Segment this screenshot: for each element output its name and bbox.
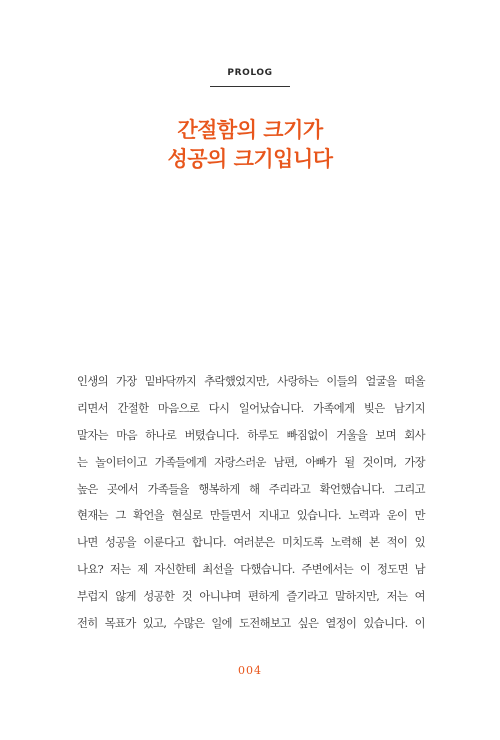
body-line: 인생의 가장 밑바닥까지 추락했었지만, 사랑하는 이들의 얼굴을 떠올 [77,375,425,388]
body-line: 말자는 마음 하나로 버텼습니다. 하루도 빠짐없이 거울을 보며 회사 [77,428,425,442]
chapter-title-line: 성공의 크기입니다 [167,147,333,171]
page-number: 004 [238,664,262,677]
body-line: 나면 성공을 이룬다고 합니다. 여러분은 미치도록 노력해 본 적이 있 [77,536,425,550]
body-line: 부럽지 않게 성공한 것 아니냐며 편하게 즐기라고 말하지만, 저는 여 [77,590,425,604]
section-divider [210,86,290,87]
section-label: PROLOG [227,68,273,78]
body-line: 나요? 저는 제 자신한테 최선을 다했습니다. 주변에서는 이 정도면 남 [77,563,425,577]
chapter-title [0,116,500,174]
body-paragraph [77,374,425,643]
body-line: 는 놀이터이고 가족들에게 자랑스러운 남편, 아빠가 될 것이며, 가장 [77,455,425,469]
body-line: 리면서 간절한 마음으로 다시 일어났습니다. 가족에게 빚은 남기지 [77,401,425,415]
chapter-title-line: 간절함의 크기가 [177,118,323,142]
body-line: 현재는 그 확언을 현실로 만들면서 지내고 있습니다. 노력과 운이 만 [77,509,425,523]
body-line: 높은 곳에서 가족들을 행복하게 해 주리라고 확언했습니다. 그리고 [77,482,425,496]
body-line: 전히 목표가 있고, 수많은 일에 도전해보고 싶은 열정이 있습니다. 이 [77,617,425,631]
